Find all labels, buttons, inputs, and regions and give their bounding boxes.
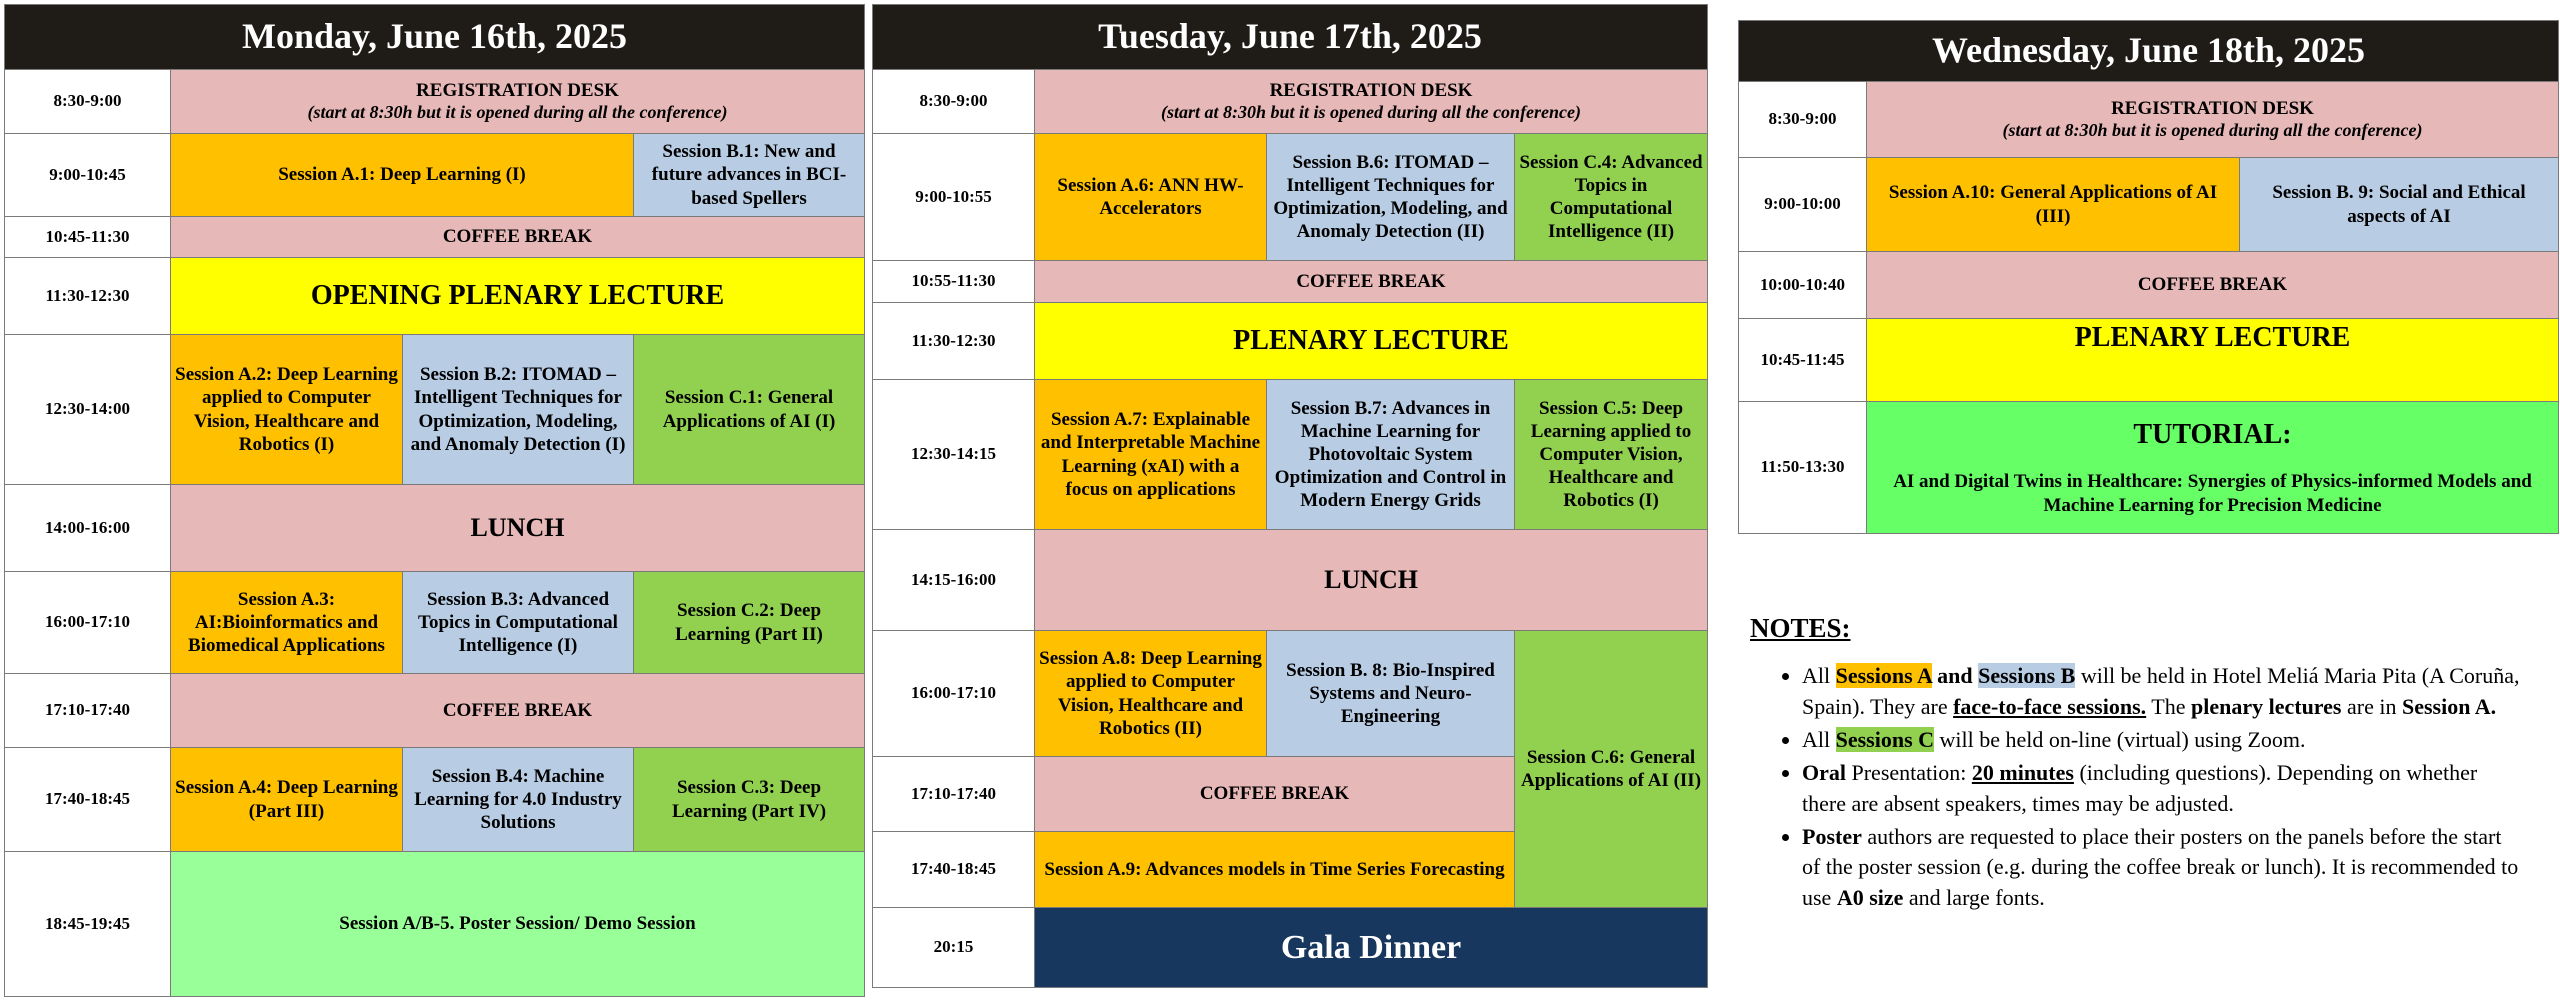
session-b6: Session B.6: ITOMAD – Intelligent Techniques for Optimization, Modeling, and Anomaly Detection (II) — [1267, 134, 1515, 261]
oral-text: Oral — [1802, 760, 1846, 786]
time-slot: 10:45-11:45 — [1739, 319, 1867, 402]
session-b4: Session B.4: Machine Learning for 4.0 Industry Solutions — [403, 748, 634, 852]
time-slot: 9:00-10:55 — [873, 134, 1035, 261]
registration-title: REGISTRATION DESK — [1269, 79, 1473, 101]
time-slot: 8:30-9:00 — [5, 70, 171, 134]
plenary-text: plenary lectures — [2190, 693, 2342, 719]
time-slot: 17:10-17:40 — [5, 674, 171, 748]
note-text: All — [1802, 726, 1831, 752]
face-to-face-text: face-to-face sessions. — [1953, 693, 2147, 719]
time-slot: 17:10-17:40 — [873, 757, 1035, 832]
time-slot: 10:55-11:30 — [873, 261, 1035, 303]
session-c4: Session C.4: Advanced Topics in Computational Intelligence (II) — [1515, 134, 1708, 261]
registration-desk — [171, 70, 865, 134]
time-slot: 11:30-12:30 — [873, 303, 1035, 380]
registration-title: REGISTRATION DESK — [2111, 97, 2314, 119]
registration-note: (start at 8:30h but it is opened during all the conference) — [1161, 102, 1582, 123]
note-online — [1802, 725, 2520, 755]
tuesday-schedule — [872, 4, 1707, 988]
time-slot: 9:00-10:00 — [1739, 158, 1867, 252]
note-venue — [1802, 661, 2520, 722]
poster-text: Poster — [1802, 824, 1862, 850]
session-a7: Session A.7: Explainable and Interpretable Machine Learning (xAI) with a focus on applications — [1035, 380, 1267, 530]
lunch: LUNCH — [1035, 530, 1708, 631]
time-slot: 14:00-16:00 — [5, 485, 171, 572]
session-b8: Session B. 8: Bio-Inspired Systems and Neuro-Engineering — [1267, 631, 1515, 757]
time-slot: 12:30-14:15 — [873, 380, 1035, 530]
session-b1: Session B.1: New and future advances in BCI-based Spellers — [634, 134, 865, 217]
sessions-a-highlight: Sessions A — [1835, 663, 1932, 689]
a0-size-text: A0 size — [1836, 884, 1904, 910]
wednesday-schedule — [1738, 20, 2558, 534]
registration-desk — [1035, 70, 1708, 134]
note-poster — [1802, 822, 2520, 913]
sessions-b-highlight: Sessions B — [1978, 663, 2076, 689]
gala-dinner: Gala Dinner — [1035, 908, 1708, 988]
registration-title: REGISTRATION DESK — [416, 79, 619, 101]
time-slot: 8:30-9:00 — [873, 70, 1035, 134]
monday-title: Monday, June 16th, 2025 — [5, 5, 865, 70]
note-text: All — [1802, 663, 1831, 689]
note-oral — [1802, 758, 2520, 819]
time-slot: 18:45-19:45 — [5, 852, 171, 997]
notes-section — [1750, 610, 2520, 916]
note-text: are in — [2341, 693, 2402, 719]
coffee-break: COFFEE BREAK — [171, 217, 865, 258]
time-slot: 17:40-18:45 — [5, 748, 171, 852]
registration-desk — [1867, 82, 2559, 158]
note-text: will be held in Hotel Meliá Maria Pita (A Coruña, Spain). They are — [1802, 663, 2520, 719]
session-a2: Session A.2: Deep Learning applied to Computer Vision, Healthcare and Robotics (I) — [171, 335, 403, 485]
session-b9: Session B. 9: Social and Ethical aspects of AI — [2240, 158, 2559, 252]
session-c5: Session C.5: Deep Learning applied to Computer Vision, Healthcare and Robotics (I) — [1515, 380, 1708, 530]
tuesday-title: Tuesday, June 17th, 2025 — [873, 5, 1708, 70]
note-text: The — [2146, 693, 2191, 719]
session-b7: Session B.7: Advances in Machine Learning for Photovoltaic System Optimization and Control in Modern Energy Grids — [1267, 380, 1515, 530]
monday-schedule — [4, 4, 864, 997]
coffee-break: COFFEE BREAK — [1867, 252, 2559, 319]
session-a4: Session A.4: Deep Learning (Part III) — [171, 748, 403, 852]
time-slot: 20:15 — [873, 908, 1035, 988]
session-a10: Session A.10: General Applications of AI (III) — [1867, 158, 2240, 252]
time-slot: 16:00-17:10 — [5, 572, 171, 674]
time-slot: 12:30-14:00 — [5, 335, 171, 485]
plenary-lecture: PLENARY LECTURE — [1035, 303, 1708, 380]
registration-note: (start at 8:30h but it is opened during all the conference) — [307, 102, 728, 123]
notes-title: NOTES: — [1750, 613, 1851, 643]
session-c6: Session C.6: General Applications of AI (II) — [1515, 631, 1708, 908]
sessions-c-highlight: Sessions C — [1835, 726, 1935, 752]
time-slot: 11:50-13:30 — [1739, 402, 1867, 534]
note-text: and — [1931, 663, 1979, 689]
note-text: and large fonts. — [1903, 884, 2045, 910]
session-a1: Session A.1: Deep Learning (I) — [171, 134, 634, 217]
session-a3: Session A.3: AI:Bioinformatics and Biomedical Applications — [171, 572, 403, 674]
registration-note: (start at 8:30h but it is opened during all the conference) — [2002, 120, 2423, 141]
lunch: LUNCH — [171, 485, 865, 572]
note-text: authors are requested to place their posters on the panels before the start of the poster session (e.g. during the coffee break or lunch). It is recommended to use — [1802, 824, 2519, 910]
plenary-lecture: PLENARY LECTURE — [1867, 319, 2559, 402]
session-c2: Session C.2: Deep Learning (Part II) — [634, 572, 865, 674]
session-c1: Session C.1: General Applications of AI (I) — [634, 335, 865, 485]
session-a9: Session A.9: Advances models in Time Series Forecasting — [1035, 832, 1515, 908]
session-b3: Session B.3: Advanced Topics in Computational Intelligence (I) — [403, 572, 634, 674]
time-slot: 16:00-17:10 — [873, 631, 1035, 757]
session-c3: Session C.3: Deep Learning (Part IV) — [634, 748, 865, 852]
session-b2: Session B.2: ITOMAD – Intelligent Techniques for Optimization, Modeling, and Anomaly Detection (I) — [403, 335, 634, 485]
time-slot: 11:30-12:30 — [5, 258, 171, 335]
session-a8: Session A.8: Deep Learning applied to Computer Vision, Healthcare and Robotics (II) — [1035, 631, 1267, 757]
coffee-break: COFFEE BREAK — [1035, 261, 1708, 303]
poster-session: Session A/B-5. Poster Session/ Demo Session — [171, 852, 865, 997]
time-slot: 17:40-18:45 — [873, 832, 1035, 908]
time-slot: 14:15-16:00 — [873, 530, 1035, 631]
session-a6: Session A.6: ANN HW-Accelerators — [1035, 134, 1267, 261]
notes-list — [1750, 661, 2520, 913]
note-text: (including questions). Depending on whether there are absent speakers, times may be adjusted. — [1802, 760, 2478, 816]
coffee-break: COFFEE BREAK — [171, 674, 865, 748]
tutorial-title: TUTORIAL: — [2133, 419, 2292, 451]
note-text: will be held on-line (virtual) using Zoom. — [1934, 726, 2306, 752]
wednesday-title: Wednesday, June 18th, 2025 — [1739, 21, 2559, 82]
minutes-text: 20 minutes — [1971, 760, 2074, 786]
time-slot: 10:45-11:30 — [5, 217, 171, 258]
tutorial — [1867, 402, 2559, 534]
opening-plenary-lecture: OPENING PLENARY LECTURE — [171, 258, 865, 335]
time-slot: 9:00-10:45 — [5, 134, 171, 217]
time-slot: 8:30-9:00 — [1739, 82, 1867, 158]
coffee-break: COFFEE BREAK — [1035, 757, 1515, 832]
session-a-text: Session A. — [2401, 693, 2497, 719]
note-text: Presentation: — [1846, 760, 1972, 786]
time-slot: 10:00-10:40 — [1739, 252, 1867, 319]
tutorial-description: AI and Digital Twins in Healthcare: Synergies of Physics-informed Models and Machine Learning for Precision Medicine — [1893, 471, 2532, 516]
